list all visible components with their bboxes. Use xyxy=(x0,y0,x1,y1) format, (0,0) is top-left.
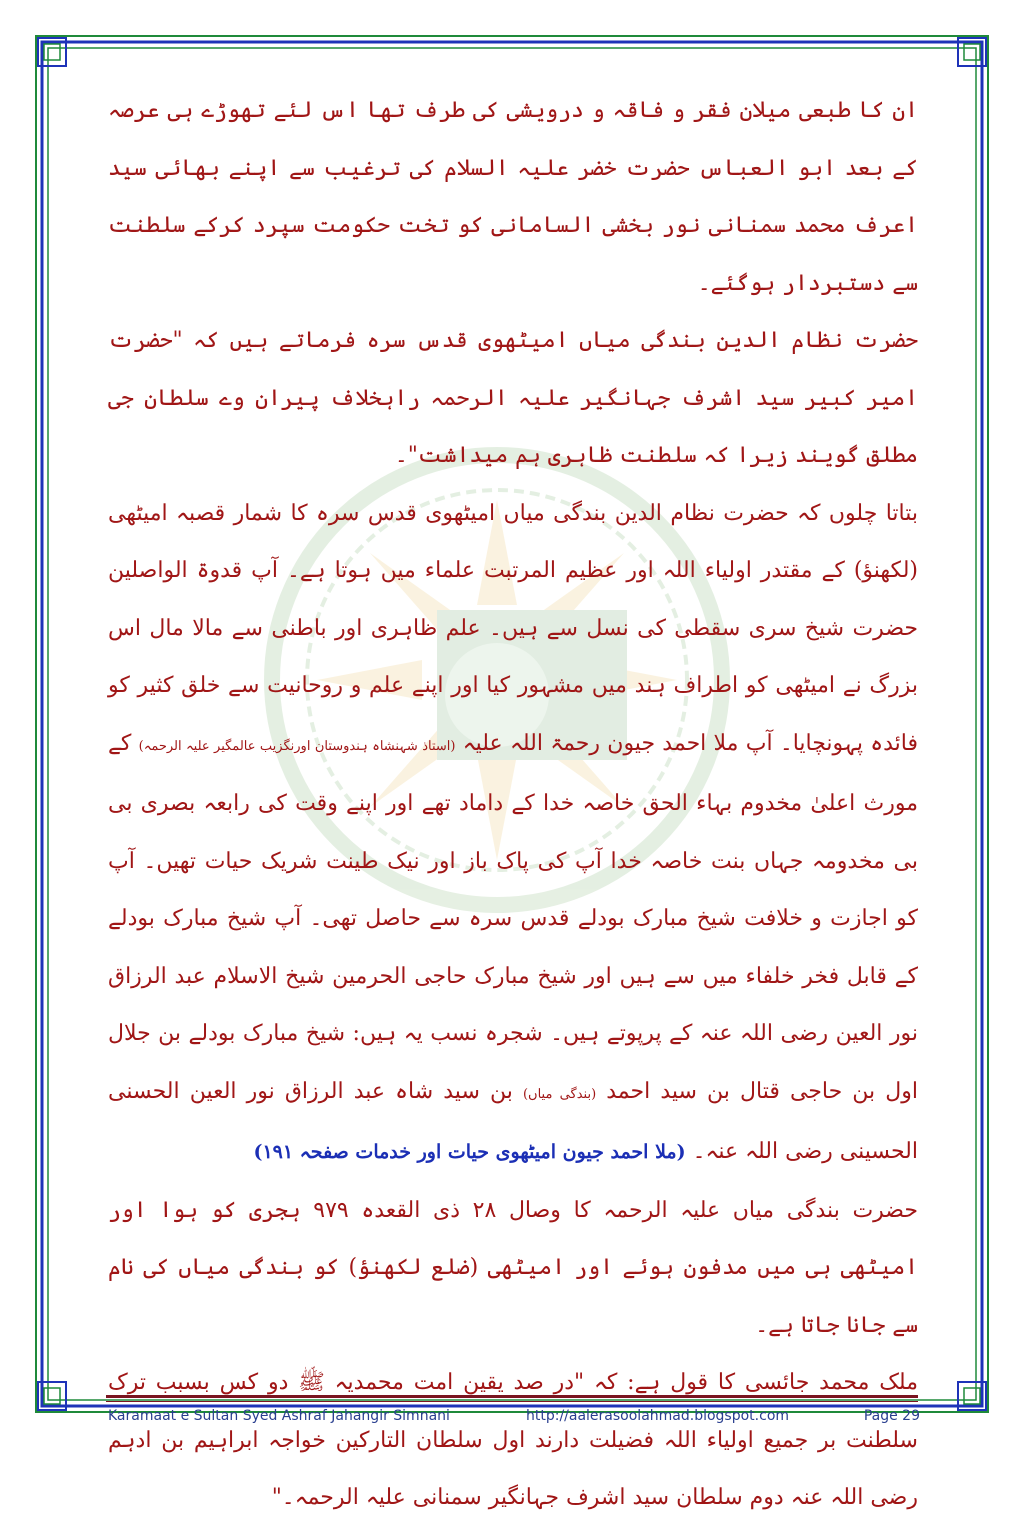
urdu-text-body xyxy=(108,82,918,1527)
footer-divider xyxy=(106,1395,918,1398)
paragraph-2: حضرت نظام الدین بندگی میاں امیٹھوی قدس سرہ فرماتے ہیں کہ "حضرت امیر کبیر سید اشرف جہانگیر علیہ الرحمہ راہخلاف پیران وے سلطان جی مطلق گویند زیرا کہ سلطنت ظاہری ہم میداشت"۔ xyxy=(108,328,918,468)
bandagi-note: (بندگی میاں) xyxy=(522,1086,597,1102)
paragraph-3-part-c: بن سید شاہ عبد الرزاق نور العین الحسنی الحسینی رضی اللہ عنہ۔ xyxy=(108,1078,918,1164)
paragraph-3-part-a: بتاتا چلوں کہ حضرت نظام الدین بندگی میاں امیٹھوی قدس سرہ کا شمار قصبہ امیٹھی (لکھنؤ) کے مقتدر اولیاء اللہ اور عظیم المرتبت علماء میں ہوتا ہے۔ آپ قدوۃ الواصلین حضرت شیخ سری سقطی کی نسل سے ہیں۔ علم ظاہری اور باطنی سے مالا مال اس بزرگ نے امیٹھی کو اطراف ہند میں مشہور کیا اور اپنے علم و روحانیت سے خلق کثیر کو فائدہ پہونچایا۔ آپ ملا احمد جیون رحمۃ اللہ علیہ xyxy=(108,500,918,756)
teacher-note: (استاذ شہنشاہ ہندوستان اورنگزیب عالمگیر علیہ الرحمہ) xyxy=(138,738,456,754)
paragraph-1: ان کا طبعی میلان فقر و فاقہ و درویشی کی طرف تھا اس لئے تھوڑے ہی عرصہ کے بعد ابو العباس حضرت خضر علیہ السلام کی ترغیب سے اپنے بھائی سید اعرف محمد سمنانی نور بخشی السامانی کو تخت حکومت سپرد کرکے سلطنت سے دستبردار ہوگئے۔ xyxy=(108,98,918,296)
footer-divider-thin xyxy=(106,1401,918,1402)
paragraph-3 xyxy=(108,485,918,1182)
paragraph-3-part-b: کے مورث اعلیٰ مخدوم بہاء الحق خاصہ خدا کے داماد تھے اور اپنے وقت کی رابعہ بصری بی بی مخدومہ جہاں بنت خاصہ خدا آپ کی پاک باز اور نیک طینت شریک حیات تھیں۔ آپ کو اجازت و خلافت شیخ مبارک بودلے قدس سرہ سے حاصل تھی۔ آپ شیخ مبارک بودلے کے قابل فخر خلفاء میں سے ہیں اور شیخ مبارک حاجی الحرمین شیخ الاسلام عبد الرزاق نور العین رضی اللہ عنہ کے پرپوتے ہیں۔ شجرہ نسب یہ ہیں: شیخ مبارک بودلے بن جلال اول بن حاجی قتال بن سید احمد xyxy=(108,730,919,1104)
footer-book-title: Karamaat e Sultan Syed Ashraf Jahangir Simnani xyxy=(108,1408,450,1424)
footer-page-number: Page 29 xyxy=(863,1408,920,1424)
paragraph-5: ملک محمد جائسی کا قول ہے: کہ "در صد یقین امت محمدیہ ﷺ دو کس بسبب ترک سلطنت بر جمیع اولیاء اللہ فضیلت دارند اول سلطان التارکین خواجہ ابراہیم بن ادہم رضی اللہ عنہ دوم سلطان سید اشرف جہانگیر سمنانی علیہ الرحمہ۔" xyxy=(108,1370,918,1510)
book-reference: (ملا احمد جیون امیٹھوی حیات اور خدمات صفحہ ۱۹۱) xyxy=(253,1141,686,1163)
paragraph-4: حضرت بندگی میاں علیہ الرحمہ کا وصال ۲۸ ذی القعدہ ۹۷۹ ہجری کو ہوا اور امیٹھی ہی میں مدفون ہوئے اور امیٹھی (ضلع لکھنؤ) کو بندگی میاں کی نام سے جانا جاتا ہے۔ xyxy=(108,1197,918,1338)
footer-blog-link[interactable]: http://aalerasoolahmad.blogspot.com xyxy=(526,1408,790,1424)
